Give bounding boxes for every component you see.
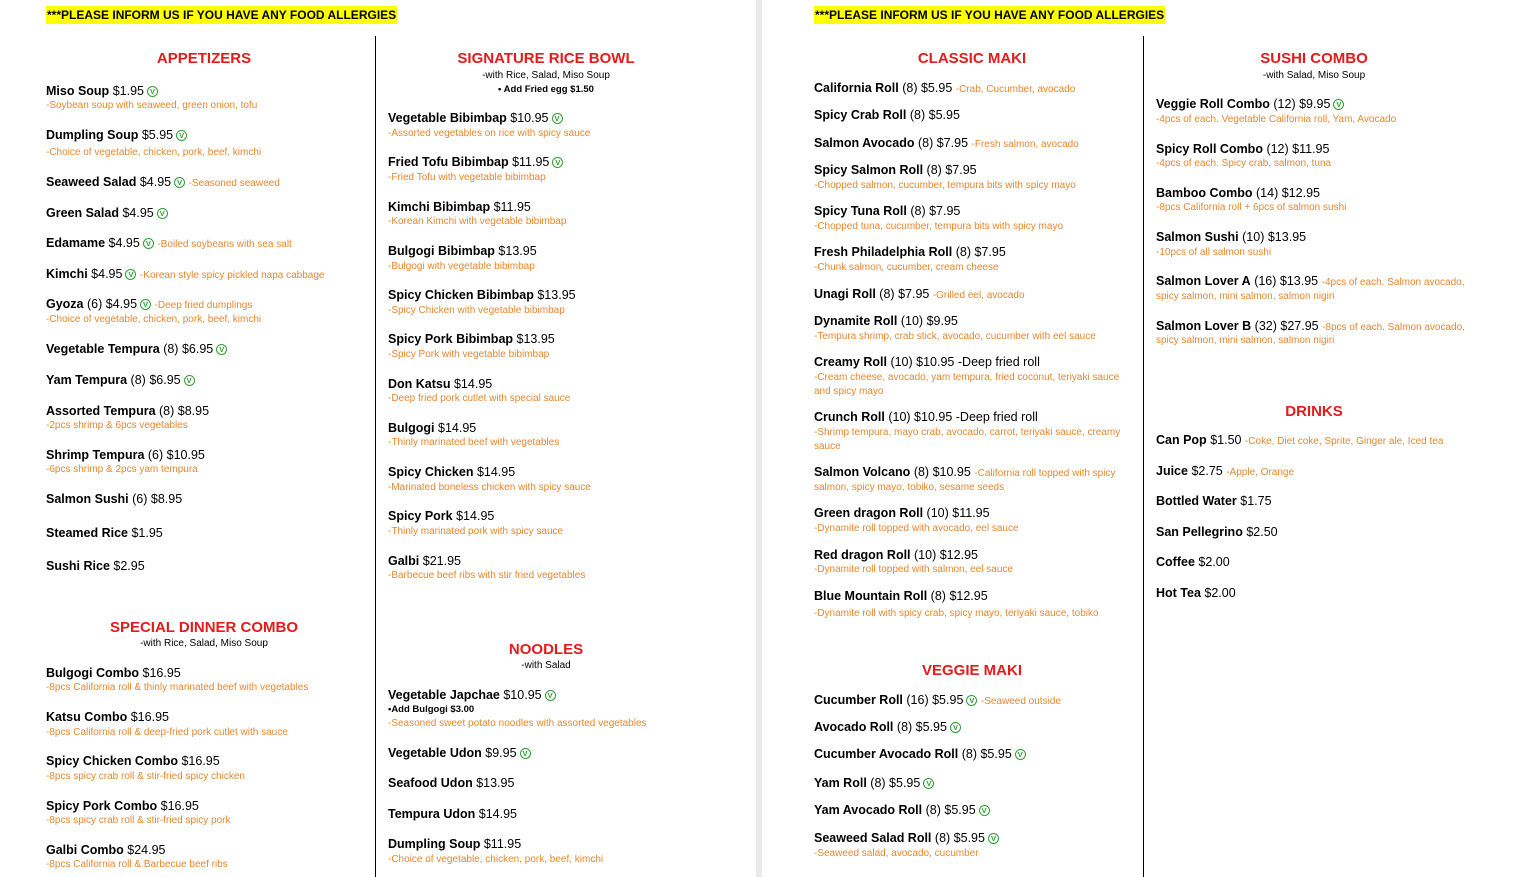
item-description: -10pcs of all salmon sushi	[1156, 247, 1272, 258]
item-name: Bulgogi Combo	[46, 666, 140, 680]
menu-item: San Pellegrino $2.50	[1156, 525, 1278, 539]
menu-item: Bamboo Combo (14) $12.95	[1156, 186, 1320, 200]
item-description: -Spicy Pork with vegetable bibimbap	[388, 349, 550, 360]
item-name: Dynamite Roll	[814, 314, 898, 328]
item-description: -Assorted vegetables on rice with spicy sauce	[388, 128, 591, 139]
vegetarian-icon: V	[216, 344, 227, 355]
vegetarian-icon: V	[979, 805, 990, 816]
item-name: Cucumber Roll	[814, 693, 903, 707]
menu-item: Cucumber Roll (16) $5.95 V -Seaweed outside	[814, 693, 1061, 707]
item-name: Kimchi	[46, 267, 88, 281]
item-name: Gyoza	[46, 297, 84, 311]
menu-item: Seaweed Salad Roll (8) $5.95 V	[814, 831, 999, 846]
menu-item: Blue Mountain Roll (8) $12.95	[814, 589, 988, 603]
item-name: Unagi Roll	[814, 287, 876, 301]
vegetarian-icon: V	[923, 778, 934, 789]
menu-item: Salmon Lover B (32) $27.95 -8pcs of each. Salmon avocado,	[1156, 319, 1465, 333]
item-name: Edamame	[46, 236, 106, 250]
item-name: Yam Avocado Roll	[814, 803, 923, 817]
menu-item: Fried Tofu Bibimbap $11.95 V	[388, 155, 563, 170]
menu-item: Cucumber Avocado Roll (8) $5.95 V	[814, 747, 1026, 762]
menu-item: Galbi $21.95	[388, 554, 461, 568]
item-name: Salmon Avocado	[814, 136, 915, 150]
allergy-notice: ***PLEASE INFORM US IF YOU HAVE ANY FOOD ALLERGIES	[815, 8, 1165, 22]
section-title-special-dinner-combo: SPECIAL DINNER COMBO	[109, 619, 299, 636]
menu-item: Red dragon Roll (10) $12.95	[814, 548, 978, 562]
item-name: Tempura Udon	[388, 807, 476, 821]
menu-item: Edamame $4.95 V -Boiled soybeans with sea salt	[46, 236, 292, 250]
item-description: -Marinated boneless chicken with spicy sauce	[388, 482, 591, 493]
menu-item: Bulgogi $14.95	[388, 421, 477, 435]
item-name: Spicy Pork Combo	[46, 799, 158, 813]
item-name: Spicy Pork Bibimbap	[388, 332, 514, 346]
item-name: Avocado Roll	[814, 720, 894, 734]
item-name: Green Salad	[46, 206, 119, 220]
item-description: -8pcs California roll & Barbecue beef ribs	[46, 859, 228, 870]
item-description: -Chopped salmon, cucumber, tempura bits with spicy mayo	[814, 180, 1076, 191]
item-description: spicy salmon, mini salmon, salmon nigiri	[1156, 335, 1335, 346]
item-name: Sushi Rice	[46, 559, 110, 573]
item-name: Salmon Lover B	[1156, 319, 1252, 333]
menu-item: Spicy Chicken $14.95	[388, 465, 516, 479]
vegetarian-icon: V	[176, 130, 187, 141]
column-divider	[1143, 36, 1144, 877]
item-description: -8pcs California roll & thinly marinated beef with vegetables	[46, 682, 309, 693]
item-name: Cucumber Avocado Roll	[814, 747, 959, 761]
section-subtitle: -with Salad, Miso Soup	[1262, 70, 1366, 81]
vegetarian-icon: V	[140, 299, 151, 310]
item-description: -8pcs spicy crab roll & stir-fried spicy pork	[46, 815, 231, 826]
item-name: Fried Tofu Bibimbap	[388, 155, 509, 169]
vegetarian-icon: V	[143, 238, 154, 249]
vegetarian-icon: V	[545, 690, 556, 701]
menu-item: Dumpling Soup $11.95	[388, 837, 522, 851]
item-description: -Seaweed salad, avocado, cucumber	[814, 848, 979, 859]
section-title-drinks: DRINKS	[1285, 403, 1343, 420]
item-name: Galbi	[388, 554, 420, 568]
menu-item: Seafood Udon $13.95	[388, 776, 515, 790]
item-name: Vegetable Tempura	[46, 342, 160, 356]
item-name: Spicy Pork	[388, 509, 453, 523]
vegetarian-icon: V	[950, 722, 961, 733]
section-subtitle: -with Rice, Salad, Miso Soup	[140, 638, 268, 649]
menu-item: Spicy Chicken Combo $16.95	[46, 754, 220, 768]
item-description: -Choice of vegetable, chicken, pork, beef, kimchi	[46, 147, 262, 158]
item-description: spicy salmon, mini salmon, salmon nigiri	[1156, 291, 1335, 302]
item-name: Spicy Roll Combo	[1156, 142, 1263, 156]
item-name: Spicy Tuna Roll	[814, 204, 907, 218]
menu-item: Salmon Volcano (8) $10.95 -California roll topped with spicy	[814, 465, 1116, 479]
item-name: Yam Roll	[814, 776, 867, 790]
vegetarian-icon: V	[966, 695, 977, 706]
menu-item: Spicy Pork Combo $16.95	[46, 799, 199, 813]
item-name: Steamed Rice	[46, 526, 128, 540]
menu-item: Spicy Tuna Roll (8) $7.95	[814, 204, 961, 218]
section-title-signature-rice-bowl: SIGNATURE RICE BOWL	[457, 50, 635, 67]
item-name: Juice	[1156, 464, 1188, 478]
vegetarian-icon: V	[147, 86, 158, 97]
menu-item: Juice $2.75 -Apple, Orange	[1156, 464, 1295, 478]
item-name: Salmon Sushi	[46, 492, 129, 506]
menu-page-right	[762, 0, 1518, 877]
item-name: Dumpling Soup	[46, 128, 139, 142]
item-name: Spicy Chicken Combo	[46, 754, 178, 768]
menu-item: Salmon Sushi (10) $13.95	[1156, 230, 1307, 244]
item-name: Vegetable Udon	[388, 746, 482, 760]
section-title-noodles: NOODLES	[508, 641, 584, 658]
item-name: Hot Tea	[1156, 586, 1201, 600]
item-name: Kimchi Bibimbap	[388, 200, 491, 214]
item-name: Spicy Chicken	[388, 465, 474, 479]
item-description: -Thinly marinated pork with spicy sauce	[388, 526, 564, 537]
menu-item: Spicy Pork $14.95	[388, 509, 495, 523]
vegetarian-icon: V	[184, 375, 195, 386]
item-description: salmon, spicy mayo, tobiko, sesame seeds	[814, 482, 1005, 493]
item-name: Seaweed Salad	[46, 175, 137, 189]
item-name: Creamy Roll	[814, 355, 887, 369]
item-description: -Shrimp tempura, mayo crab, avocado, carrot, teriyaki sauce, creamy sauce	[814, 427, 1121, 452]
item-description: -Choice of vegetable, chicken, pork, beef, kimchi	[388, 854, 604, 865]
item-description: -Bulgogi with vegetable bibimbap	[388, 261, 535, 272]
item-name: Spicy Salmon Roll	[814, 163, 924, 177]
item-name: Vegetable Japchae	[388, 688, 500, 702]
menu-item: Spicy Roll Combo (12) $11.95	[1156, 142, 1330, 156]
item-name: Salmon Lover A	[1156, 274, 1251, 288]
item-description: -Deep fried pork cutlet with special sauce	[388, 393, 571, 404]
menu-item: Sushi Rice $2.95	[46, 559, 145, 573]
item-description: -8pcs California roll & deep-fried pork cutlet with sauce	[46, 727, 288, 738]
item-description: -Dynamite roll topped with avocado, eel sauce	[814, 523, 1019, 534]
section-title-appetizers: APPETIZERS	[156, 50, 252, 67]
menu-item: Veggie Roll Combo (12) $9.95 V	[1156, 97, 1344, 112]
item-name: Spicy Crab Roll	[814, 108, 907, 122]
vegetarian-icon: V	[1015, 749, 1026, 760]
menu-item: Steamed Rice $1.95	[46, 526, 163, 540]
item-addon: •Add Bulgogi $3.00	[388, 704, 475, 715]
item-description: -Soybean soup with seaweed, green onion, tofu	[46, 100, 258, 111]
menu-item: Spicy Crab Roll (8) $5.95	[814, 108, 960, 122]
item-name: Vegetable Bibimbap	[388, 111, 507, 125]
menu-item: Can Pop $1.50 -Coke, Diet coke, Sprite, Ginger ale, Iced tea	[1156, 433, 1444, 447]
item-name: Blue Mountain Roll	[814, 589, 928, 603]
menu-item: Vegetable Bibimbap $10.95 V	[388, 111, 563, 126]
menu-item: Fresh Philadelphia Roll (8) $7.95	[814, 245, 1006, 259]
vegetarian-icon: V	[520, 748, 531, 759]
menu-item: Kimchi $4.95 V -Korean style spicy pickled napa cabbage	[46, 267, 325, 281]
menu-item: Bulgogi Combo $16.95	[46, 666, 181, 680]
menu-item: Crunch Roll (10) $10.95 -Deep fried roll	[814, 410, 1038, 424]
menu-item: Seaweed Salad $4.95 V -Seasoned seaweed	[46, 175, 280, 189]
item-name: Katsu Combo	[46, 710, 128, 724]
menu-page-left	[0, 0, 756, 877]
item-name: California Roll	[814, 81, 899, 95]
item-name: Salmon Volcano	[814, 465, 911, 479]
item-name: Bulgogi Bibimbap	[388, 244, 495, 258]
menu-item: Yam Tempura (8) $6.95 V	[46, 373, 195, 388]
vegetarian-icon: V	[157, 208, 168, 219]
item-name: Fresh Philadelphia Roll	[814, 245, 953, 259]
section-title-classic-maki: CLASSIC MAKI	[917, 50, 1027, 67]
item-name: Salmon Sushi	[1156, 230, 1239, 244]
menu-item: Gyoza (6) $4.95 V -Deep fried dumplings	[46, 297, 253, 311]
item-description: -Fried Tofu with vegetable bibimbap	[388, 172, 546, 183]
menu-item: Salmon Avocado (8) $7.95 -Fresh salmon, avocado	[814, 136, 1079, 150]
item-description: -Barbecue beef ribs with stir fried vegetables	[388, 570, 586, 581]
item-name: Bottled Water	[1156, 494, 1237, 508]
menu-item: Vegetable Japchae $10.95 V	[388, 688, 556, 703]
menu-item: Spicy Salmon Roll (8) $7.95	[814, 163, 977, 177]
menu-item: Yam Avocado Roll (8) $5.95 V	[814, 803, 990, 818]
menu-item: Green Salad $4.95 V	[46, 206, 168, 221]
item-description: -2pcs shrimp & 6pcs vegetables	[46, 420, 188, 431]
item-name: Bamboo Combo	[1156, 186, 1253, 200]
menu-item: Green dragon Roll (10) $11.95	[814, 506, 990, 520]
item-name: Miso Soup	[46, 84, 110, 98]
item-name: Crunch Roll	[814, 410, 885, 424]
menu-item: Shrimp Tempura (6) $10.95	[46, 448, 205, 462]
item-name: Bulgogi	[388, 421, 435, 435]
section-title-sushi-combo: SUSHI COMBO	[1260, 50, 1368, 67]
item-description: -8pcs spicy crab roll & stir-fried spicy chicken	[46, 771, 245, 782]
item-name: Seafood Udon	[388, 776, 473, 790]
item-description: -Korean Kimchi with vegetable bibimbap	[388, 216, 567, 227]
menu-item: Salmon Sushi (6) $8.95	[46, 492, 183, 506]
item-name: Yam Tempura	[46, 373, 128, 387]
menu-item: Hot Tea $2.00	[1156, 586, 1236, 600]
menu-item: Spicy Chicken Bibimbap $13.95	[388, 288, 576, 302]
section-subtitle: -with Salad	[521, 660, 571, 671]
menu-item: Bulgogi Bibimbap $13.95	[388, 244, 537, 258]
item-description: -Chopped tuna, cucumber, tempura bits with spicy mayo	[814, 221, 1064, 232]
allergy-notice: ***PLEASE INFORM US IF YOU HAVE ANY FOOD ALLERGIES	[47, 8, 397, 22]
item-description: -4pcs of each. Vegetable California roll, Yam, Avocado	[1156, 114, 1397, 125]
vegetarian-icon: V	[552, 157, 563, 168]
menu-item: Galbi Combo $24.95	[46, 843, 166, 857]
vegetarian-icon: V	[1333, 99, 1344, 110]
menu-item: Creamy Roll (10) $10.95 -Deep fried roll	[814, 355, 1040, 369]
item-name: Don Katsu	[388, 377, 451, 391]
item-description: -Chunk salmon, cucumber, cream cheese	[814, 262, 999, 273]
item-description: -6pcs shrimp & 2pcs yam tempura	[46, 464, 198, 475]
vegetarian-icon: V	[174, 177, 185, 188]
menu-item: California Roll (8) $5.95 -Crab, Cucumber, avocado	[814, 81, 1076, 95]
vegetarian-icon: V	[125, 269, 136, 280]
menu-item: Salmon Lover A (16) $13.95 -4pcs of each. Salmon avocado,	[1156, 274, 1465, 288]
item-name: Spicy Chicken Bibimbap	[388, 288, 534, 302]
menu-item: Dumpling Soup $5.95 V	[46, 128, 187, 143]
column-divider	[375, 36, 376, 877]
item-description: -Thinly marinated beef with vegetables	[388, 437, 560, 448]
menu-item: Bottled Water $1.75	[1156, 494, 1272, 508]
menu-item: Yam Roll (8) $5.95 V	[814, 776, 934, 791]
menu-item: Dynamite Roll (10) $9.95	[814, 314, 958, 328]
item-name: Seaweed Salad Roll	[814, 831, 932, 845]
item-name: Red dragon Roll	[814, 548, 911, 562]
item-name: Can Pop	[1156, 433, 1207, 447]
item-description: -Dynamite roll with spicy crab, spicy mayo, teriyaki sauce, tobiko	[814, 608, 1099, 619]
menu-item: Miso Soup $1.95 V	[46, 84, 158, 99]
menu-item: Vegetable Tempura (8) $6.95 V	[46, 342, 227, 357]
item-name: Assorted Tempura	[46, 404, 156, 418]
section-title-veggie-maki: VEGGIE MAKI	[921, 662, 1022, 679]
item-name: Coffee	[1156, 555, 1195, 569]
menu-item: Spicy Pork Bibimbap $13.95	[388, 332, 555, 346]
menu-item: Kimchi Bibimbap $11.95	[388, 200, 531, 214]
item-description: -Tempura shrimp, crab stick, avocado, cucumber with eel sauce	[814, 331, 1096, 342]
vegetarian-icon: V	[988, 833, 999, 844]
menu-item: Vegetable Udon $9.95 V	[388, 746, 531, 761]
item-name: Shrimp Tempura	[46, 448, 145, 462]
item-description: -8pcs California roll + 6pcs of salmon sushi	[1156, 202, 1347, 213]
menu-item: Don Katsu $14.95	[388, 377, 493, 391]
menu-item: Unagi Roll (8) $7.95 -Grilled eel, avocado	[814, 287, 1025, 301]
item-description: -Cream cheese, avocado, yam tempura, fried coconut, teriyaki sauce and spicy mayo	[814, 372, 1120, 397]
item-description: -4pcs of each. Spicy crab, salmon, tuna	[1156, 158, 1332, 169]
menu-item: Tempura Udon $14.95	[388, 807, 517, 821]
item-description: -Choice of vegetable, chicken, pork, beef, kimchi	[46, 314, 262, 325]
menu-item: Coffee $2.00	[1156, 555, 1230, 569]
item-name: Galbi Combo	[46, 843, 124, 857]
menu-item: Katsu Combo $16.95	[46, 710, 169, 724]
section-addon: • Add Fried egg $1.50	[498, 84, 594, 95]
menu-item: Assorted Tempura (8) $8.95	[46, 404, 210, 418]
item-name: Green dragon Roll	[814, 506, 924, 520]
section-subtitle: -with Rice, Salad, Miso Soup	[482, 70, 610, 81]
item-description: -Spicy Chicken with vegetable bibimbap	[388, 305, 565, 316]
item-description: -Dynamite roll topped with salmon, eel sauce	[814, 564, 1013, 575]
vegetarian-icon: V	[552, 113, 563, 124]
menu-item: Avocado Roll (8) $5.95 V	[814, 720, 961, 735]
item-name: San Pellegrino	[1156, 525, 1243, 539]
item-description: -Seasoned sweet potato noodles with assorted vegetables	[388, 718, 647, 729]
item-name: Dumpling Soup	[388, 837, 481, 851]
item-name: Veggie Roll Combo	[1156, 97, 1270, 111]
